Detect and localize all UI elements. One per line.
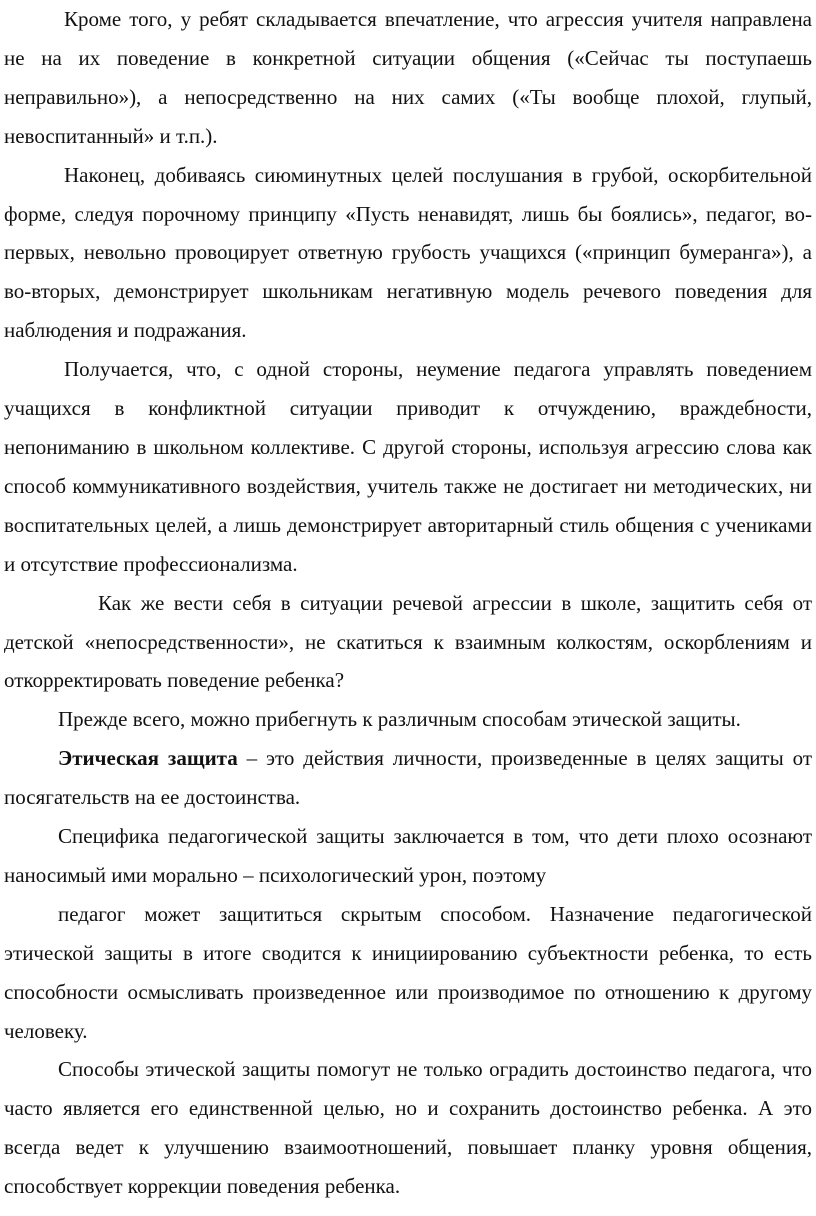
paragraph-1: Кроме того, у ребят складывается впечатление, что агрессия учителя направлена не на их поведение в конкретной ситуации общения («Сейчас ты поступаешь неправильно»), а непосредственно на них самих («Ты вообще плохой, глупый, невоспитанный» и т.п.). (4, 7, 812, 148)
paragraph-4: Как же вести себя в ситуации речевой агрессии в школе, защитить себя от детской «непосредственности», не скатиться к взаимным колкостям, оскорблениям и откорректировать поведение ребенка? (4, 590, 812, 693)
paragraph-6 (4, 739, 812, 817)
paragraph-2: Наконец, добиваясь сиюминутных целей послушания в грубой, оскорбительной форме, следуя порочному принципу «Пусть ненавидят, лишь бы боялись», педагог, во-первых, невольно провоцирует ответную грубость учащихся («принцип бумеранга»), а во-вторых, демонстрирует школьникам негативную модель речевого поведения для наблюдения и подражания. (4, 162, 812, 343)
paragraph-5: Прежде всего, можно прибегнуть к различным способам этической защиты. (58, 707, 741, 732)
term-ethical-defense: Этическая защита (58, 746, 238, 771)
paragraph-8: педагог может защититься скрытым способом. Назначение педагогической этической защиты в итоге сводится к инициированию субъектности ребенка, то есть способности осмысливать произведенное или производимое по отношению к другому человеку. (4, 901, 812, 1043)
paragraph-7: Специфика педагогической защиты заключается в том, что дети плохо осознают наносимый ими морально – психологический урон, поэтому (4, 824, 812, 887)
paragraph-6-text: – это действия личности, произведенные в целях защиты от посягательств на ее достоинства. (4, 746, 812, 810)
paragraph-3: Получается, что, с одной стороны, неумение педагога управлять поведением учащихся в конфликтной ситуации приводит к отчуждению, враждебности, непониманию в школьном коллективе. С другой стороны, используя агрессию слова как способ коммуникативного воздействия, учитель также не достигает ни методических, ни воспитательных целей, а лишь демонстрирует авторитарный стиль общения с учениками и отсутствие профессионализма. (4, 357, 812, 576)
paragraph-9: Способы этической защиты помогут не только оградить достоинство педагога, что часто является его единственной целью, но и сохранить достоинство ребенка. А это всегда ведет к улучшению взаимоотношений, повышает планку уровня общения, способствует коррекции поведения ребенка. (4, 1057, 812, 1199)
